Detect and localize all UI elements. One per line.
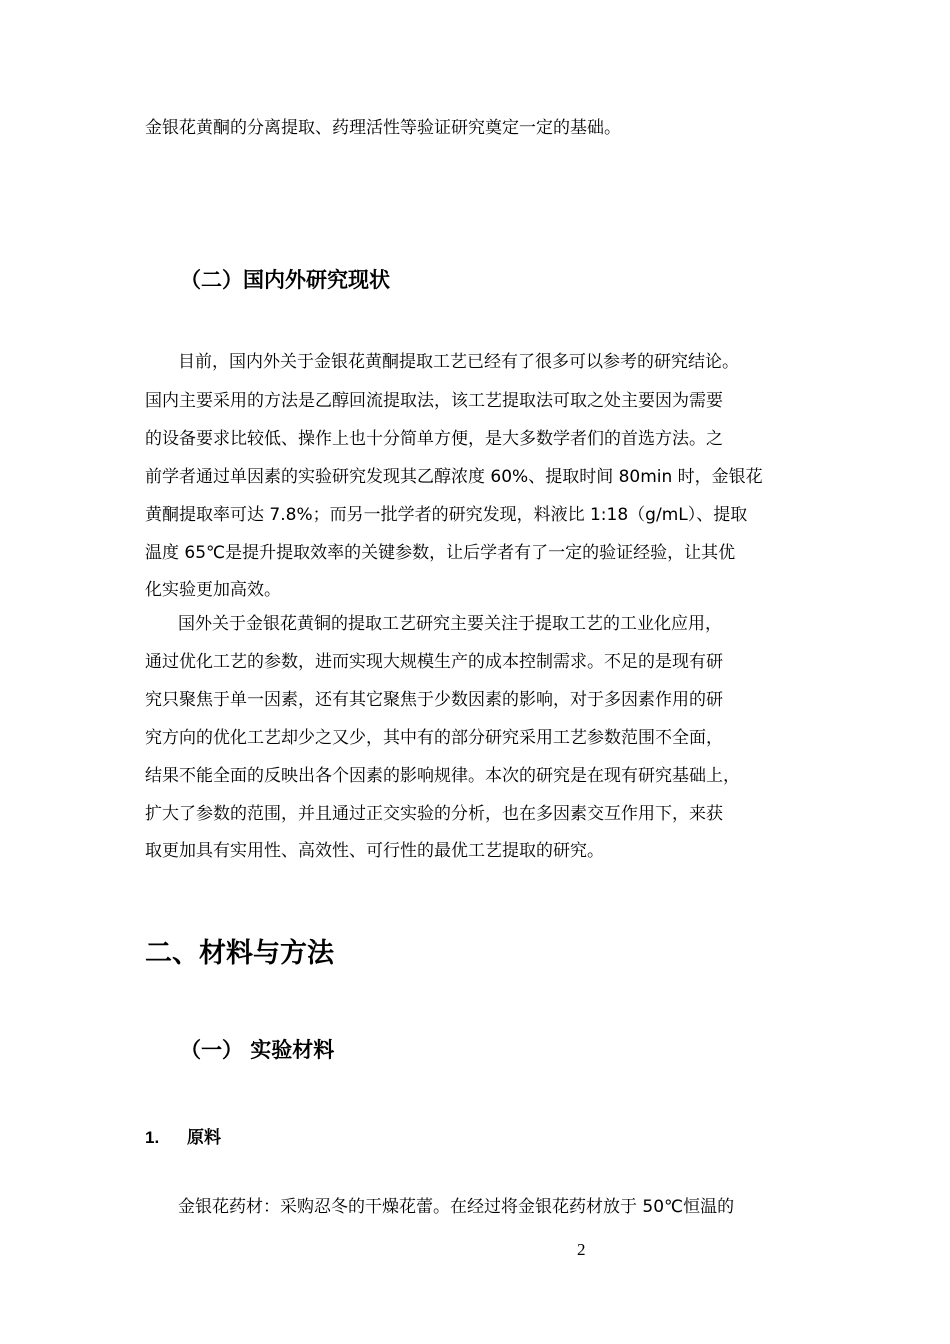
paragraph-line: 结果不能全面的反映出各个因素的影响规律。本次的研究是在现有研究基础上， — [145, 766, 740, 786]
paragraph-line: 金银花药材：采购忍冬的干燥花蕾。在经过将金银花药材放于 50℃恒温的 — [178, 1197, 735, 1217]
paragraph-line: 国内主要采用的方法是乙醇回流提取法，该工艺提取法可取之处主要因为需要 — [145, 391, 723, 411]
paragraph-line: 前学者通过单因素的实验研究发现其乙醇浓度 60%、提取时间 80min 时，金银花 — [145, 467, 763, 487]
subsection-heading-raw-materials — [145, 1123, 221, 1148]
paragraph-line: 取更加具有实用性、高效性、可行性的最优工艺提取的研究。 — [145, 841, 604, 861]
paragraph-line: 通过优化工艺的参数，进而实现大规模生产的成本控制需求。不足的是现有研 — [145, 652, 723, 672]
subsection-title: 原料 — [187, 1128, 221, 1148]
paragraph-line: 究方向的优化工艺却少之又少，其中有的部分研究采用工艺参数范围不全面， — [145, 728, 723, 748]
chapter-heading-materials-methods: 二、材料与方法 — [145, 938, 334, 969]
page-number: 2 — [577, 1240, 586, 1259]
paragraph-line: 化实验更加高效。 — [145, 580, 281, 600]
paragraph-intro-end: 金银花黄酮的分离提取、药理活性等验证研究奠定一定的基础。 — [145, 118, 621, 138]
section-heading-materials: （一） 实验材料 — [180, 1038, 335, 1062]
paragraph-line: 国外关于金银花黄铜的提取工艺研究主要关注于提取工艺的工业化应用， — [178, 614, 722, 634]
paragraph-line: 黄酮提取率可达 7.8%；而另一批学者的研究发现，料液比 1:18（g/mL）、提取 — [145, 505, 748, 525]
paragraph-line: 温度 65℃是提升提取效率的关键参数，让后学者有了一定的验证经验，让其优 — [145, 543, 736, 563]
section-heading-research-status: （二）国内外研究现状 — [180, 268, 390, 292]
paragraph-line: 扩大了参数的范围，并且通过正交实验的分析，也在多因素交互作用下，来获 — [145, 804, 723, 824]
paragraph-line: 目前，国内外关于金银花黄酮提取工艺已经有了很多可以参考的研究结论。 — [178, 352, 739, 372]
subsection-number: 1. — [145, 1128, 160, 1147]
paragraph-line: 究只聚焦于单一因素，还有其它聚焦于少数因素的影响，对于多因素作用的研 — [145, 690, 723, 710]
paragraph-line: 的设备要求比较低、操作上也十分简单方便，是大多数学者们的首选方法。之 — [145, 429, 723, 449]
